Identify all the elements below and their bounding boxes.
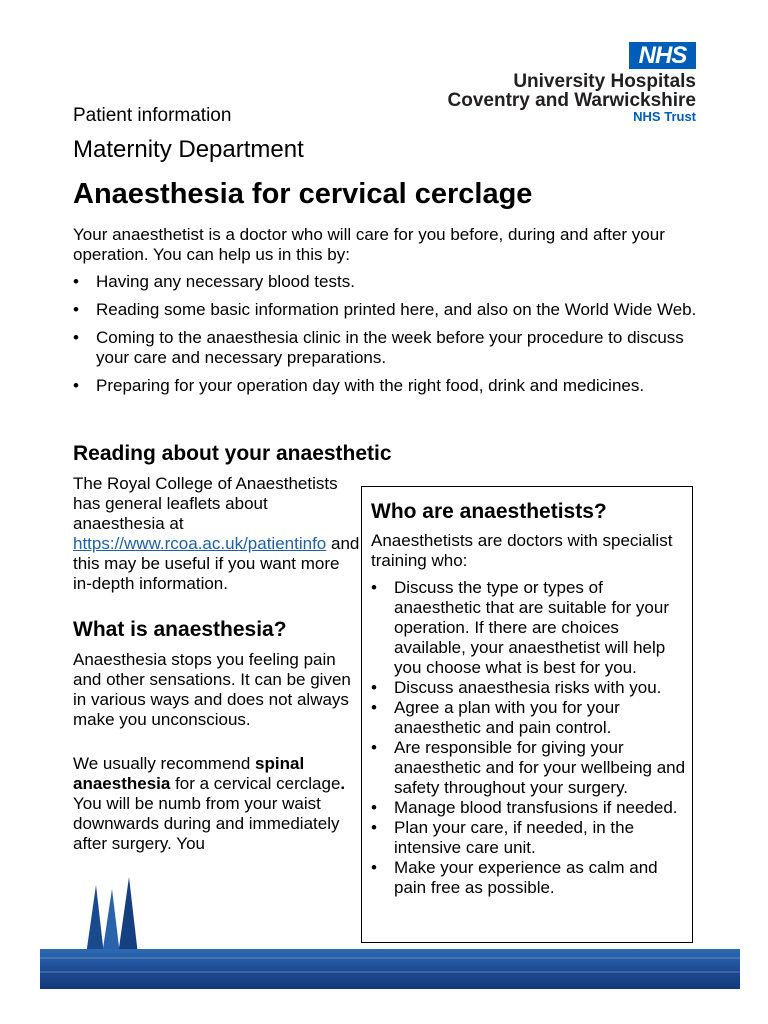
reading-text-end: and this may be useful if you want more in-depth information. <box>73 534 360 593</box>
reading-text-start: The Royal College of Anaesthetists has general leaflets about anaesthesia at <box>73 474 338 533</box>
intro-paragraph: Your anaesthetist is a doctor who will care for you before, during and after your operation. You can help us in this by: <box>73 225 665 264</box>
list-item: • Manage blood transfusions if needed. <box>371 798 686 818</box>
spinal-text-2: for a cervical cerclage <box>170 774 341 793</box>
list-item: • Discuss the type or types of anaesthetic that are suitable for your operation. If there are choices available, your anaesthetist will help you choose what is best for you. <box>371 578 686 678</box>
spinal-bold-period: . <box>340 774 346 793</box>
nhs-logo-text: NHS <box>638 42 687 69</box>
reading-heading: Reading about your anaesthetic <box>73 442 392 465</box>
spinal-paragraph <box>73 754 358 854</box>
reading-paragraph <box>73 474 363 594</box>
what-paragraph: Anaesthesia stops you feeling pain and other sensations. It can be given in various ways and does not always make you unconscious. <box>73 650 351 729</box>
who-list <box>371 578 686 898</box>
list-item: • Coming to the anaesthesia clinic in the week before your procedure to discuss your care and necessary preparations. <box>73 328 703 368</box>
spinal-text-3: You will be numb from your waist downwards during and immediately after surgery. You <box>73 794 340 853</box>
spinal-text-1: We usually recommend <box>73 754 256 773</box>
footer-band <box>40 949 740 989</box>
list-item: • Plan your care, if needed, in the intensive care unit. <box>371 818 686 858</box>
list-item: • Are responsible for giving your anaesthetic and for your wellbeing and safety throughout your surgery. <box>371 738 686 798</box>
list-item: • Agree a plan with you for your anaesthetic and pain control. <box>371 698 686 738</box>
who-paragraph: Anaesthetists are doctors with specialist training who: <box>371 531 673 570</box>
who-heading: Who are anaesthetists? <box>371 500 607 523</box>
spinal-bold: spinal anaesthesia <box>73 754 305 793</box>
list-item: • Reading some basic information printed here, and also on the World Wide Web. <box>73 300 703 320</box>
list-item: • Preparing for your operation day with the right food, drink and medicines. <box>73 376 703 396</box>
list-item: • Make your experience as calm and pain free as possible. <box>371 858 686 898</box>
what-heading: What is anaesthesia? <box>73 618 287 641</box>
spires-graphic <box>80 875 160 955</box>
trust-suffix: NHS Trust <box>633 109 696 124</box>
list-item: • Discuss anaesthesia risks with you. <box>371 678 686 698</box>
list-item: • Having any necessary blood tests. <box>73 272 703 292</box>
department-label: Maternity Department <box>73 136 304 163</box>
page-title: Anaesthesia for cervical cerclage <box>73 178 533 210</box>
rcoa-link[interactable]: https://www.rcoa.ac.uk/patientinfo <box>73 534 327 553</box>
trust-name-line1: University Hospitals <box>513 71 696 92</box>
trust-name-line2: Coventry and Warwickshire <box>447 90 696 111</box>
nhs-logo <box>629 42 696 69</box>
patient-information-label: Patient information <box>73 105 232 126</box>
intro-list <box>73 272 703 404</box>
